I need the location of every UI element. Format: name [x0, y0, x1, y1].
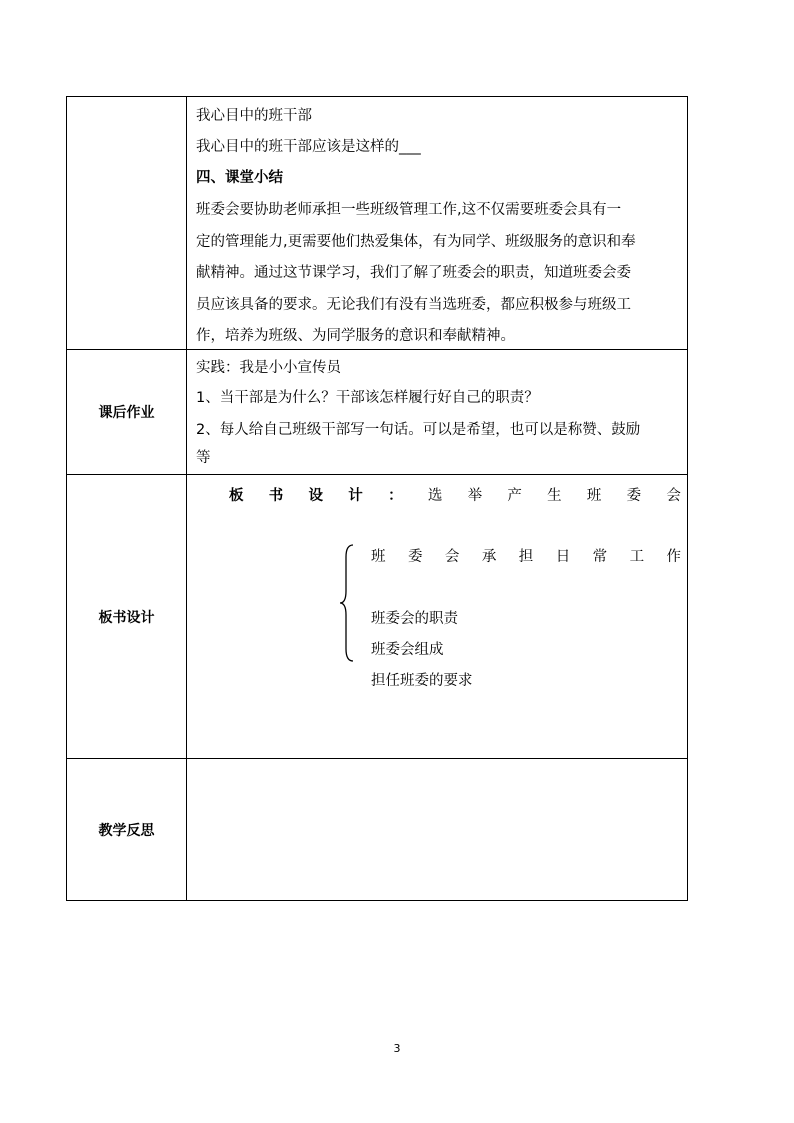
homework-line: 1、当干部是为什么？干部该怎样履行好自己的职责？ — [196, 390, 539, 406]
reflection-cell — [188, 759, 687, 900]
board-design-row — [67, 475, 687, 759]
homework-line: 实践：我是小小宣传员 — [196, 360, 341, 376]
brace-first-char: 日 — [555, 549, 571, 565]
homework-line: 2、每人给自己班级干部写一句话。可以是希望，也可以是称赞、鼓励 — [196, 422, 641, 438]
homework-line: 等 — [196, 450, 211, 466]
brace-first-item — [371, 545, 681, 566]
summary-line: 我心目中的班干部 — [196, 108, 312, 124]
board-design-cell — [188, 475, 687, 758]
board-title-char: 设 — [308, 488, 324, 504]
homework-label: 课后作业 — [67, 350, 187, 474]
board-title-char: 举 — [467, 488, 483, 504]
summary-line: 献精神。通过这节课学习，我们了解了班委会的职责，知道班委会委 — [196, 265, 631, 281]
brace-first-char: 委 — [407, 549, 423, 565]
summary-line: 班委会要协助老师承担一些班级管理工作,这不仅需要班委会具有一 — [196, 202, 622, 218]
summary-line: 我心目中的班干部应该是这样的___ — [196, 139, 421, 155]
summary-line: 定的管理能力,更需要他们热爱集体，有为同学、班级服务的意识和奉 — [196, 234, 636, 250]
brace-item: 班委会的职责 — [371, 611, 458, 627]
reflection-row — [67, 759, 687, 900]
board-title-char: 产 — [507, 488, 522, 504]
brace-item: 班委会组成 — [371, 642, 444, 658]
brace-first-char: 会 — [444, 549, 460, 565]
board-title-char: 班 — [586, 488, 602, 504]
summary-row-label — [67, 97, 187, 349]
board-title-char: 板 — [229, 488, 244, 504]
summary-line: 员应该具备的要求。无论我们有没有当选班委，都应积极参与班级工 — [196, 297, 631, 313]
summary-cell — [188, 97, 687, 349]
brace-first-char: 作 — [666, 549, 681, 565]
board-title-char: ： — [388, 488, 403, 504]
brace-first-char: 担 — [518, 549, 534, 565]
reflection-label: 教学反思 — [67, 759, 187, 900]
brace-first-char: 承 — [481, 549, 497, 565]
board-title-char: 委 — [626, 488, 642, 504]
brace-first-char: 班 — [371, 549, 386, 565]
board-title-char: 书 — [268, 488, 284, 504]
board-title-char: 选 — [427, 488, 443, 504]
board-title-char: 会 — [666, 488, 681, 504]
summary-row — [67, 97, 687, 350]
brace-item: 担任班委的要求 — [371, 673, 473, 689]
left-brace-icon — [339, 543, 355, 663]
brace-first-char: 常 — [592, 549, 608, 565]
homework-cell — [188, 350, 687, 474]
page-number: 3 — [393, 1042, 401, 1055]
board-title-char: 生 — [547, 488, 562, 504]
lesson-plan-table — [66, 96, 688, 901]
board-design-label: 板书设计 — [67, 475, 187, 758]
homework-row — [67, 350, 687, 475]
brace-first-char: 工 — [629, 549, 645, 565]
summary-line: 作，培养为班级、为同学服务的意识和奉献精神。 — [196, 328, 515, 344]
board-title — [229, 484, 681, 505]
board-title-char: 计 — [348, 488, 363, 504]
section-heading: 四、课堂小结 — [196, 170, 283, 186]
